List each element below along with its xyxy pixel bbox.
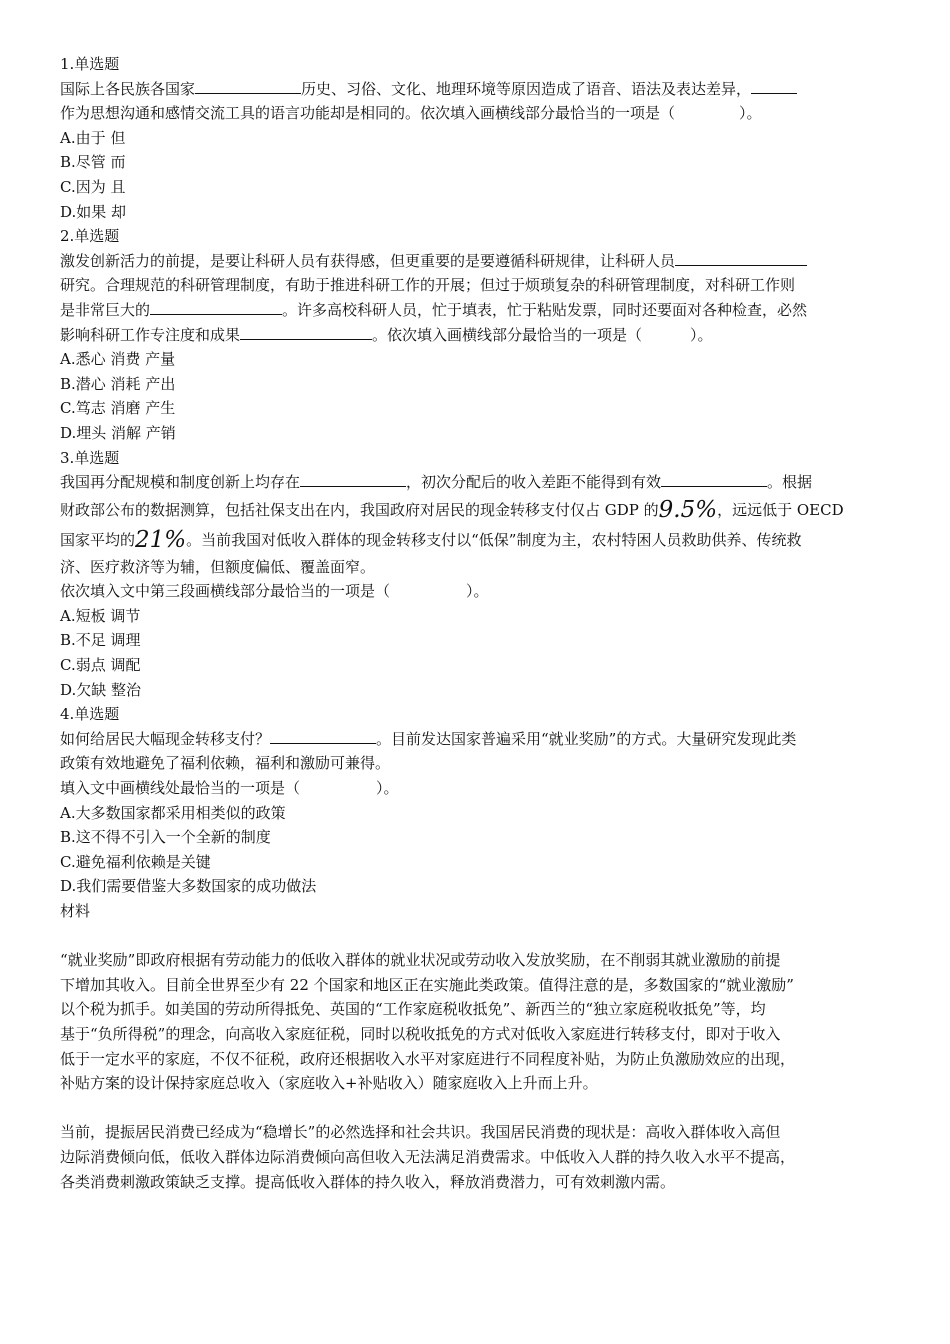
- q1-stem-text: 历史、习俗、文化、地理环境等原因造成了语音、语法及表达差异，: [301, 79, 752, 98]
- material-p2-line: 当前，提振居民消费已经成为“稳增长”的必然选择和社会共识。我国居民消费的现状是：高收入群体收入高但: [60, 1123, 781, 1142]
- q3-stem-line-1: [60, 470, 882, 495]
- q4-blank-1: [270, 729, 376, 744]
- material-p1-line: 基于“负所得税”的理念，向高收入家庭征税，同时以税收抵免的方式对低收入家庭进行转移支付，即对于收入: [60, 1024, 781, 1043]
- q2-stem-line-2: 研究。合理规范的科研管理制度，有助于推进科研工作的开展；但过于烦琐复杂的科研管理制度，对科研工作则: [60, 276, 796, 295]
- spacer: [60, 1096, 882, 1121]
- q2-option-b: B.潜心 消耗 产出: [60, 374, 176, 393]
- q3-percent-gdp: 9.5%: [658, 496, 718, 523]
- q3-percent-oecd: 21%: [135, 526, 187, 553]
- q2-option-a: A.悉心 消费 产量: [60, 350, 176, 369]
- q3-blank-2: [661, 472, 767, 487]
- q4-header: 4.单选题: [60, 705, 120, 724]
- q2-stem-text: 影响科研工作专注度和成果: [60, 325, 241, 344]
- q3-stem-text: 我国再分配规模和制度创新上均存在: [60, 473, 301, 492]
- q4-stem-line-2: 政策有效地避免了福利依赖，福利和激励可兼得。: [60, 754, 391, 773]
- q1-stem-text: 国际上各民族各国家: [60, 79, 196, 98]
- q1-blank-2: [751, 79, 797, 94]
- q2-stem-text: 是非常巨大的: [60, 300, 151, 319]
- q2-blank-1: [675, 251, 807, 266]
- q3-option-d: D.欠缺 整治: [60, 680, 142, 699]
- q4-stem-line-3: [60, 776, 882, 801]
- q3-stem-line-2: [60, 495, 882, 525]
- material-p2-line: 边际消费倾向低，低收入群体边际消费倾向高但收入无法满足消费需求。中低收入人群的持久收入水平不提高，: [60, 1147, 796, 1166]
- q3-option-b: B.不足 调理: [60, 631, 141, 650]
- material-title: 材料: [60, 902, 91, 920]
- q3-stem-text: 财政部公布的数据测算，包括社保支出在内，我国政府对居民的现金转移支付仅占 GDP 的: [60, 500, 659, 519]
- q1-option-b: B.尽管 而: [60, 153, 126, 172]
- q3-stem-line-5: [60, 579, 882, 604]
- q4-stem-text: 填入文中画横线处最恰当的一项是（: [60, 779, 301, 798]
- q2-stem-text: 。许多高校科研人员，忙于填表，忙于粘贴发票，同时还要面对各种检查，必然: [282, 300, 808, 319]
- q4-stem-text: ）。: [376, 779, 399, 798]
- q3-stem-text: 依次填入文中第三段画横线部分最恰当的一项是（: [60, 582, 391, 601]
- q2-option-c: C.笃志 消磨 产生: [60, 399, 176, 418]
- q3-stem-text: ，远远低于 OECD: [717, 500, 844, 519]
- material-p1-line: 以个税为抓手。如美国的劳动所得抵免、英国的“工作家庭税收抵免”、新西兰的“独立家庭税收抵免”等，均: [60, 1000, 766, 1019]
- material-p1-line: “就业奖励”即政府根据有劳动能力的低收入群体的就业状况或劳动收入发放奖励，在不削弱其就业激励的前提: [60, 951, 781, 970]
- q4-option-d: D.我们需要借鉴大多数国家的成功做法: [60, 877, 317, 896]
- q3-stem-text: ）。: [466, 582, 489, 601]
- material-p1-line: 下增加其收入。目前全世界至少有 22 个国家和地区正在实施此类政策。值得注意的是，多数国家的“就业激励”: [60, 975, 794, 994]
- q4-stem-text: 如何给居民大幅现金转移支付？: [60, 729, 271, 748]
- q2-stem-text: 。依次填入画横线部分最恰当的一项是（: [372, 325, 643, 344]
- q1-blank-1: [195, 79, 301, 94]
- q4-stem-line-1: [60, 727, 882, 752]
- q1-option-d: D.如果 却: [60, 202, 127, 221]
- q4-option-b: B.这不得不引入一个全新的制度: [60, 828, 271, 847]
- q2-option-d: D.埋头 消解 产销: [60, 423, 176, 442]
- q1-option-a: A.由于 但: [60, 128, 126, 147]
- q1-stem-line-2: [60, 101, 882, 126]
- q2-header: 2.单选题: [60, 227, 120, 246]
- q3-option-a: A.短板 调节: [60, 606, 141, 625]
- q3-stem-line-3: [60, 525, 882, 555]
- q2-stem-line-3: [60, 298, 882, 323]
- q4-option-a: A.大多数国家都采用相类似的政策: [60, 803, 286, 822]
- q2-blank-3: [240, 325, 372, 340]
- q2-blank-2: [150, 300, 282, 315]
- q1-header: 1.单选题: [60, 55, 120, 73]
- q3-stem-text: 国家平均的: [60, 530, 136, 549]
- q3-stem-line-4: 济、医疗救济等为辅，但额度偏低、覆盖面窄。: [60, 557, 376, 576]
- q3-blank-1: [300, 472, 406, 487]
- q3-stem-text: ，初次分配后的收入差距不能得到有效: [406, 473, 662, 492]
- q3-header: 3.单选题: [60, 448, 120, 467]
- q4-option-c: C.避免福利依赖是关键: [60, 852, 211, 871]
- material-p2-line: 各类消费刺激政策缺乏支撑。提高低收入群体的持久收入，释放消费潜力，可有效刺激内需。: [60, 1172, 676, 1191]
- q1-stem-text: 作为思想沟通和感情交流工具的语言功能却是相同的。依次填入画横线部分最恰当的一项是（: [60, 104, 676, 123]
- q3-option-c: C.弱点 调配: [60, 656, 141, 675]
- q1-option-c: C.因为 且: [60, 177, 126, 196]
- q2-stem-text: 激发创新活力的前提，是要让科研人员有获得感，但更重要的是要遵循科研规律，让科研人员: [60, 251, 676, 270]
- q4-stem-text: 。目前发达国家普遍采用“就业奖励”的方式。大量研究发现此类: [376, 729, 797, 748]
- material-p1-line: 低于一定水平的家庭，不仅不征税，政府还根据收入水平对家庭进行不同程度补贴，为防止负激励效应的出现，: [60, 1049, 796, 1068]
- spacer: [60, 924, 882, 949]
- q2-stem-line-4: [60, 323, 882, 348]
- document-page: [60, 52, 882, 1194]
- q1-stem-text: ）。: [739, 104, 762, 123]
- q1-stem-line-1: [60, 77, 882, 102]
- q2-stem-text: ）。: [690, 325, 713, 344]
- q2-stem-line-1: [60, 249, 882, 274]
- q3-stem-text: 。根据: [767, 473, 813, 492]
- q3-stem-text: 。当前我国对低收入群体的现金转移支付以“低保”制度为主，农村特困人员救助供养、传统救: [186, 530, 802, 549]
- material-p1-line: 补贴方案的设计保持家庭总收入（家庭收入+补贴收入）随家庭收入上升而上升。: [60, 1074, 598, 1093]
